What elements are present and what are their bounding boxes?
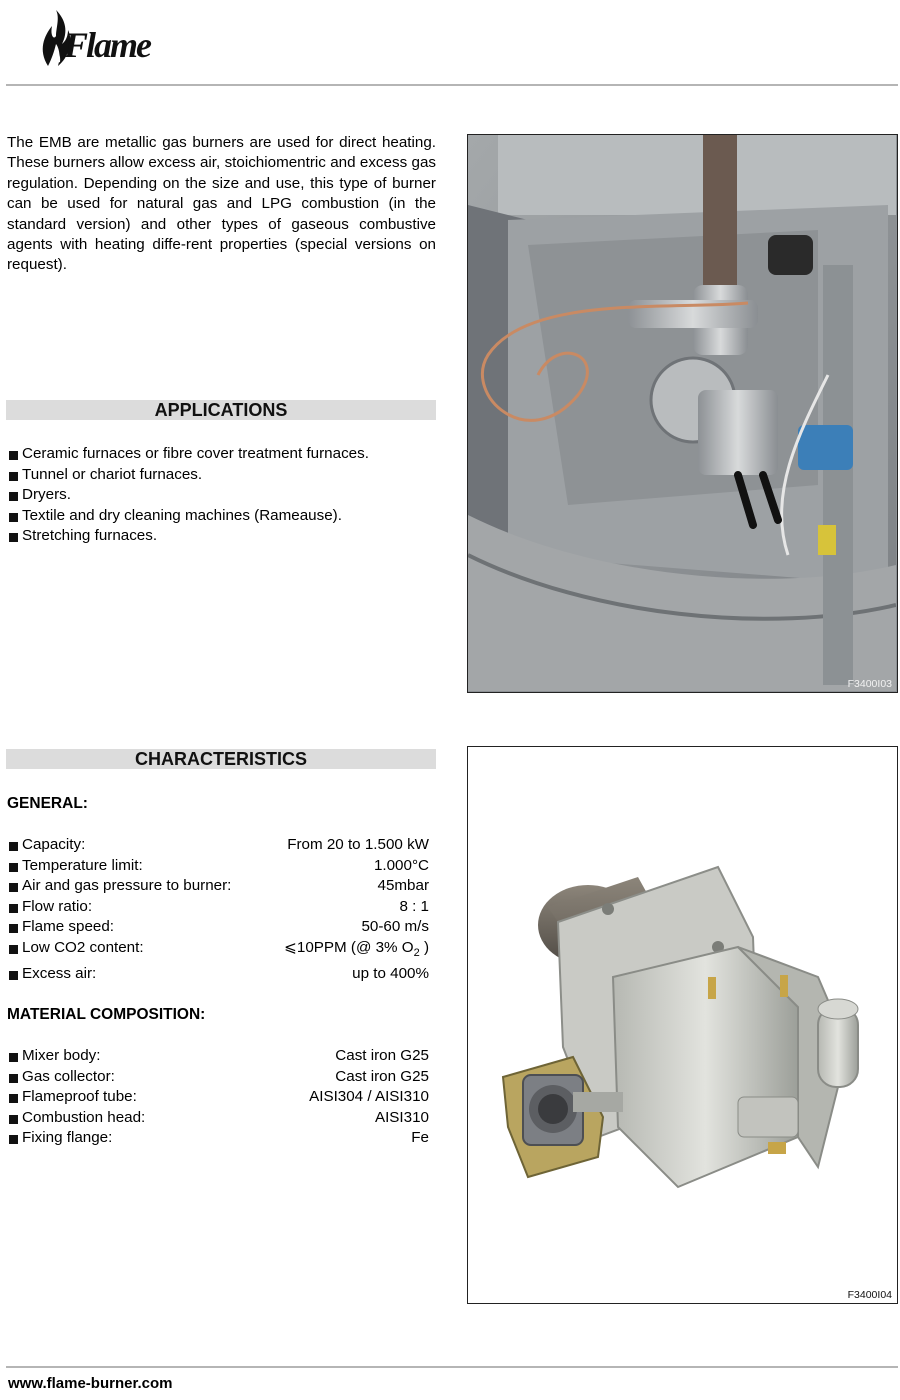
applications-heading: APPLICATIONS xyxy=(6,400,436,420)
footer-divider xyxy=(6,1366,898,1368)
list-item: Stretching furnaces. xyxy=(7,526,437,547)
website-link[interactable]: www.flame-burner.com xyxy=(8,1375,173,1392)
list-item: Textile and dry cleaning machines (Rameause). xyxy=(7,506,437,527)
spec-row-co2: Low CO2 content: ⩽10PPM (@ 3% $O_2$ ) xyxy=(7,938,429,964)
photo-code-product: F3400I04 xyxy=(847,1289,892,1301)
svg-text:Flame: Flame xyxy=(64,25,150,65)
material-heading: MATERIAL COMPOSITION: xyxy=(7,1006,206,1023)
spec-row-excess-air: Excess air: up to 400% xyxy=(7,964,429,985)
product-burner-photo xyxy=(467,746,898,1304)
spec-row-temperature: Temperature limit: 1.000°C xyxy=(7,856,429,877)
list-item: Tunnel or chariot furnaces. xyxy=(7,465,437,486)
spec-row-flame-speed: Flame speed: 50-60 m/s xyxy=(7,917,429,938)
spec-row-capacity: Capacity: From 20 to 1.500 kW xyxy=(7,835,429,856)
emb-burner-illustration xyxy=(468,747,896,1302)
intro-paragraph: The EMB are metallic gas burners are used for direct heating. These burners allow excess air, stoichiomentric and excess gas regulation. Depending on the size and use, this type of burner can be used for natural gas and LPG combustion (in the standard version) and other types of gaseous combustive agents with heating diffe-rent properties (special versions on request). xyxy=(7,134,436,274)
installed-burner-photo xyxy=(467,134,898,693)
list-item: Dryers. xyxy=(7,485,437,506)
spec-row-flow-ratio: Flow ratio: 8 : 1 xyxy=(7,897,429,918)
spec-row-flameproof-tube: Flameproof tube: AISI304 / AISI310 xyxy=(7,1087,429,1108)
material-spec-list xyxy=(7,1046,429,1149)
photo-code-installed: F3400I03 xyxy=(847,678,892,690)
general-spec-list xyxy=(7,835,429,985)
flame-icon xyxy=(34,6,174,70)
spec-row-mixer-body: Mixer body: Cast iron G25 xyxy=(7,1046,429,1067)
installed-burner-illustration xyxy=(468,135,896,691)
spec-row-fixing-flange: Fixing flange: Fe xyxy=(7,1128,429,1149)
general-heading: GENERAL: xyxy=(7,795,88,812)
spec-row-pressure: Air and gas pressure to burner: 45mbar xyxy=(7,876,429,897)
header-divider xyxy=(6,84,898,86)
flame-logo xyxy=(34,6,174,70)
list-item: Ceramic furnaces or fibre cover treatment furnaces. xyxy=(7,444,437,465)
characteristics-heading: CHARACTERISTICS xyxy=(6,749,436,769)
spec-row-gas-collector: Gas collector: Cast iron G25 xyxy=(7,1067,429,1088)
spec-row-combustion-head: Combustion head: AISI310 xyxy=(7,1108,429,1129)
applications-list xyxy=(7,444,437,547)
